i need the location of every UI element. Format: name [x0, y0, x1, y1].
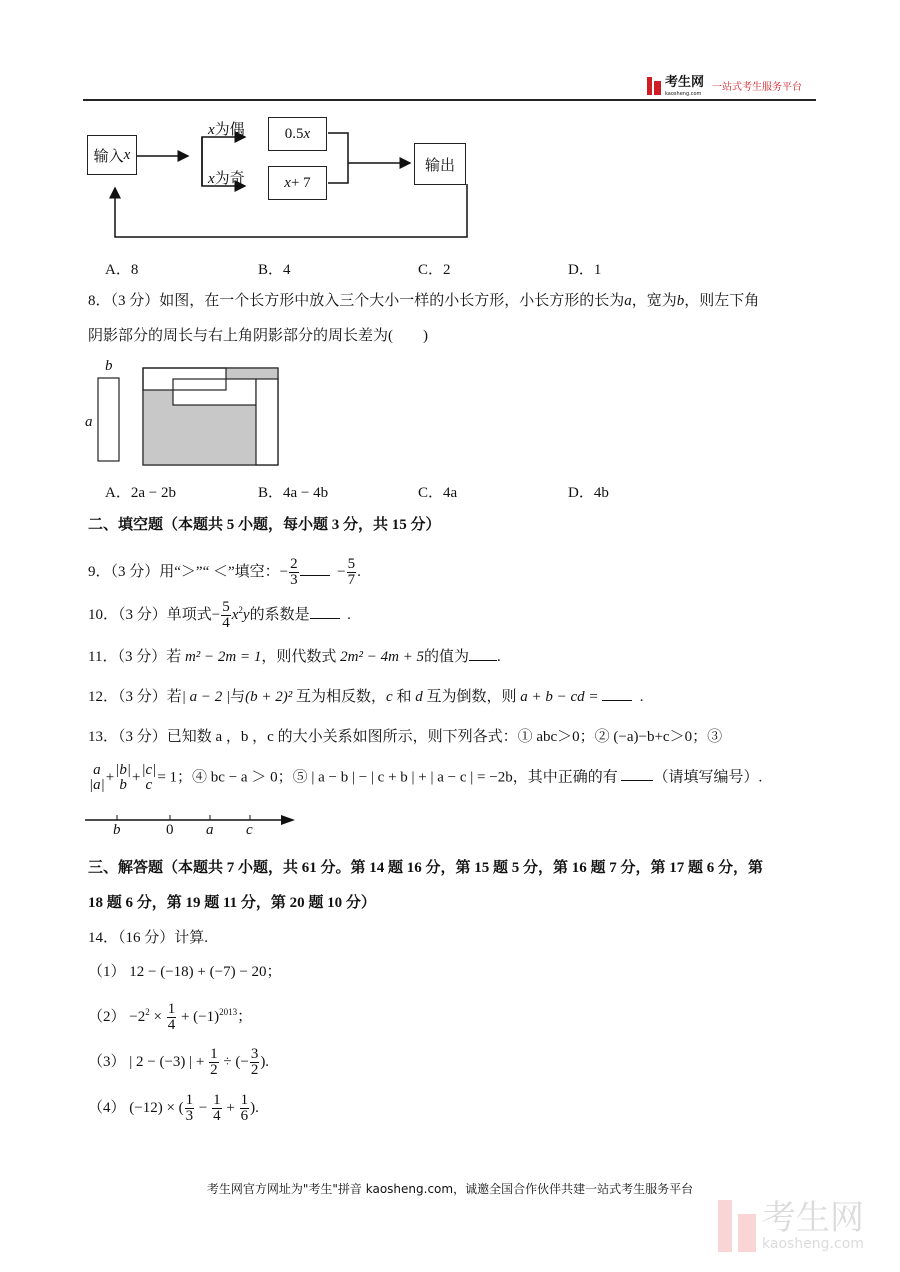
- flow-odd-box: [268, 166, 327, 200]
- q14-part2: [88, 1002, 252, 1033]
- watermark-mark-icon: [718, 1200, 756, 1252]
- site-logo: [647, 74, 802, 97]
- fraction: [221, 600, 231, 631]
- q9: [88, 557, 361, 588]
- q9-text: 9．（3 分）用“＞”“ ＜”填空：−: [88, 563, 289, 580]
- var-d: d: [415, 689, 423, 705]
- flow-even-box: [268, 117, 327, 151]
- numerator: 2: [290, 556, 298, 572]
- numerator: a: [93, 762, 101, 778]
- rectangles-figure: [80, 360, 290, 470]
- q14-part1: （1） 12 − (−18) + (−7) − 20；: [88, 964, 282, 980]
- text: +: [222, 1099, 239, 1116]
- denominator: 4: [167, 1017, 176, 1034]
- denominator: c: [145, 777, 153, 793]
- text: ÷ (−: [219, 1053, 249, 1070]
- flow-input-label: 输入: [93, 148, 124, 165]
- denominator: 3: [290, 572, 298, 588]
- q12-text: 互为倒数，则: [422, 689, 521, 705]
- numerator: 5: [347, 556, 356, 572]
- q13-text: （请填写编号）.: [653, 769, 763, 786]
- fraction: [240, 1093, 250, 1124]
- odd-text: 为奇: [214, 171, 245, 187]
- q8-line1: [88, 291, 759, 311]
- fraction: [89, 763, 105, 793]
- q7-option-c: C．2: [418, 262, 451, 278]
- numerator: 1: [240, 1092, 249, 1108]
- q8-option-c: C．4a: [418, 485, 458, 501]
- numerator: |c|: [141, 762, 157, 778]
- text: （4） (−12) × (: [88, 1099, 184, 1116]
- q11-text: 11．（3 分）若: [88, 649, 185, 665]
- figure-label-b: b: [105, 358, 113, 374]
- q7-option-b: B．4: [258, 262, 291, 278]
- denominator: 3: [185, 1108, 194, 1124]
- section-3-heading: 三、解答题（本题共 7 小题，共 61 分。第 14 题 16 分，第 15 题 5 分，第 16 题 7 分，第 17 题 6 分，第: [88, 860, 764, 876]
- var: x: [303, 125, 311, 142]
- axis-label-0: 0: [166, 822, 174, 838]
- numerator: 1: [210, 1046, 218, 1062]
- numerator: |b|: [115, 762, 131, 778]
- answer-blank[interactable]: [469, 660, 497, 661]
- q9-text: .: [357, 563, 361, 580]
- flow-odd-label: [208, 167, 245, 188]
- q14-part4: [88, 1093, 259, 1124]
- text: −: [195, 1099, 212, 1116]
- fraction: [185, 1093, 195, 1124]
- header-rule: [83, 99, 816, 101]
- var-y: y: [242, 607, 250, 623]
- q9-text: −: [337, 563, 346, 580]
- odd-expr: + 7: [290, 174, 311, 191]
- var: x: [208, 122, 215, 138]
- q8-text: ，宽为: [631, 293, 677, 309]
- q13-text: = 1；④ bc − a ＞ 0；⑤ | a − b | − | c + b | + | a − c | = −2b，其中正确的有: [157, 769, 618, 786]
- text: ；: [237, 1009, 253, 1025]
- q14-part3: [88, 1047, 269, 1078]
- fraction: [209, 1047, 219, 1078]
- q8-option-d: D．4b: [568, 485, 609, 501]
- logo-name: 考生网: [665, 75, 705, 90]
- flow-input-box: [87, 135, 137, 175]
- q7-option-a: A．8: [105, 262, 139, 278]
- flow-input-var: x: [123, 146, 131, 163]
- answer-blank[interactable]: [602, 700, 632, 701]
- q7-option-d: D．1: [568, 262, 602, 278]
- exponent: 2: [238, 605, 243, 615]
- q11-text: 的值为: [424, 649, 470, 665]
- answer-blank[interactable]: [310, 618, 340, 619]
- var-c: c: [386, 689, 393, 705]
- var: x: [284, 174, 291, 191]
- q13-line2: a |a| + |b| b + |c| c = 1；④ bc − a ＞ 0；⑤ | a − b | − | c + b | + | a − c | = −2b，其中正确的有 （请填写编号）.: [89, 762, 763, 793]
- exponent: 2013: [219, 1007, 238, 1017]
- axis-label-b: b: [113, 822, 121, 838]
- flow-even-label: [208, 118, 245, 139]
- fraction: [289, 557, 299, 588]
- text: （2） −2: [88, 1009, 146, 1025]
- q8-line2: 阴影部分的周长与右上角阴影部分的周长差为( ): [88, 328, 428, 344]
- q12-text: 和: [392, 689, 416, 705]
- flow-output-box: [414, 143, 466, 185]
- numerator: 1: [167, 1001, 176, 1018]
- numerator: 1: [185, 1092, 194, 1108]
- denominator: 2: [210, 1062, 218, 1078]
- text: ).: [260, 1053, 270, 1070]
- output-label: 输出: [424, 157, 455, 174]
- denominator: |a|: [89, 777, 105, 793]
- numerator: 5: [222, 599, 230, 616]
- fraction: [347, 557, 357, 588]
- section-2-heading: 二、填空题（本题共 5 小题，每小题 3 分，共 15 分）: [88, 517, 441, 533]
- fraction: [212, 1093, 222, 1124]
- axis-label-a: a: [206, 822, 214, 838]
- text: （3） | 2 − (−3) | +: [88, 1053, 209, 1070]
- var-a: a: [624, 293, 632, 309]
- fraction: [167, 1002, 177, 1033]
- denominator: 7: [347, 572, 356, 588]
- fraction: [115, 763, 131, 793]
- denominator: 4: [213, 1108, 221, 1124]
- logo-mark-icon: [647, 77, 661, 95]
- var-b: b: [676, 293, 685, 309]
- var-x: x: [231, 607, 239, 623]
- q8-option-b: B．4a − 4b: [258, 485, 329, 501]
- q11-expr: m² − 2m = 1: [184, 649, 262, 665]
- q11-text: ，则代数式: [261, 649, 341, 665]
- q10-text: 10．（3 分）单项式−: [88, 607, 221, 623]
- numerator: 3: [250, 1046, 259, 1062]
- q10: [88, 600, 351, 631]
- even-expr: 0.5: [284, 125, 304, 142]
- q13-line1: 13．（3 分）已知数 a ，b ，c 的大小关系如图所示，则下列各式：① abc＞0；② (−a)−b+c＞0；③: [88, 729, 723, 745]
- exponent: 2: [145, 1007, 150, 1017]
- denominator: 6: [240, 1108, 249, 1124]
- var: x: [208, 171, 215, 187]
- even-text: 为偶: [214, 122, 245, 138]
- q12-text: 12．（3 分）若: [88, 689, 182, 705]
- q8-text: 8．（3 分）如图，在一个长方形中放入三个大小一样的小长方形，小长方形的长为: [88, 293, 625, 309]
- watermark-name: 考生网: [762, 1198, 864, 1238]
- denominator: 2: [250, 1062, 259, 1078]
- q10-text: 的系数是: [249, 607, 310, 623]
- text: ).: [250, 1099, 259, 1116]
- watermark-domain: kaosheng.com: [762, 1236, 864, 1252]
- q12: [88, 687, 644, 707]
- q8-option-a: A．2a − 2b: [105, 485, 176, 501]
- denominator: 4: [222, 615, 230, 632]
- denominator: b: [119, 777, 127, 793]
- text: ×: [149, 1009, 166, 1025]
- header-slogan: 一站式考生服务平台: [712, 82, 803, 93]
- answer-blank[interactable]: [300, 575, 330, 576]
- fraction: [250, 1047, 260, 1078]
- q12-text: 与: [230, 689, 246, 705]
- q11-expr: 2m² − 4m + 5: [340, 649, 425, 665]
- q12-expr: | a − 2 |: [181, 689, 231, 705]
- numerator: 1: [213, 1092, 221, 1108]
- section-3-heading-cont: 18 题 6 分，第 19 题 11 分，第 20 题 10 分）: [88, 895, 376, 911]
- q12-text: .: [639, 689, 644, 705]
- q14-title: 14．（16 分）计算.: [88, 930, 209, 946]
- answer-blank[interactable]: [621, 780, 653, 781]
- logo-domain: kaosheng.com: [665, 91, 702, 97]
- q11: [88, 647, 501, 667]
- watermark-logo: [718, 1200, 864, 1252]
- q12-expr: (b + 2)²: [245, 689, 293, 705]
- q12-text: 互为相反数，: [292, 689, 387, 705]
- q12-expr: a + b − cd =: [520, 689, 599, 705]
- fraction: [141, 763, 156, 793]
- figure-label-a: a: [85, 414, 93, 430]
- text: + (−1): [177, 1009, 220, 1025]
- q8-text: ，则左下角: [684, 293, 760, 309]
- q11-text: .: [497, 649, 501, 665]
- axis-label-c: c: [246, 822, 253, 838]
- page-footer: 考生网官方网址为"考生"拼音 kaosheng.com，诚邀全国合作伙伴共建一站式考生服务平台: [206, 1182, 694, 1196]
- q10-text: .: [347, 607, 351, 623]
